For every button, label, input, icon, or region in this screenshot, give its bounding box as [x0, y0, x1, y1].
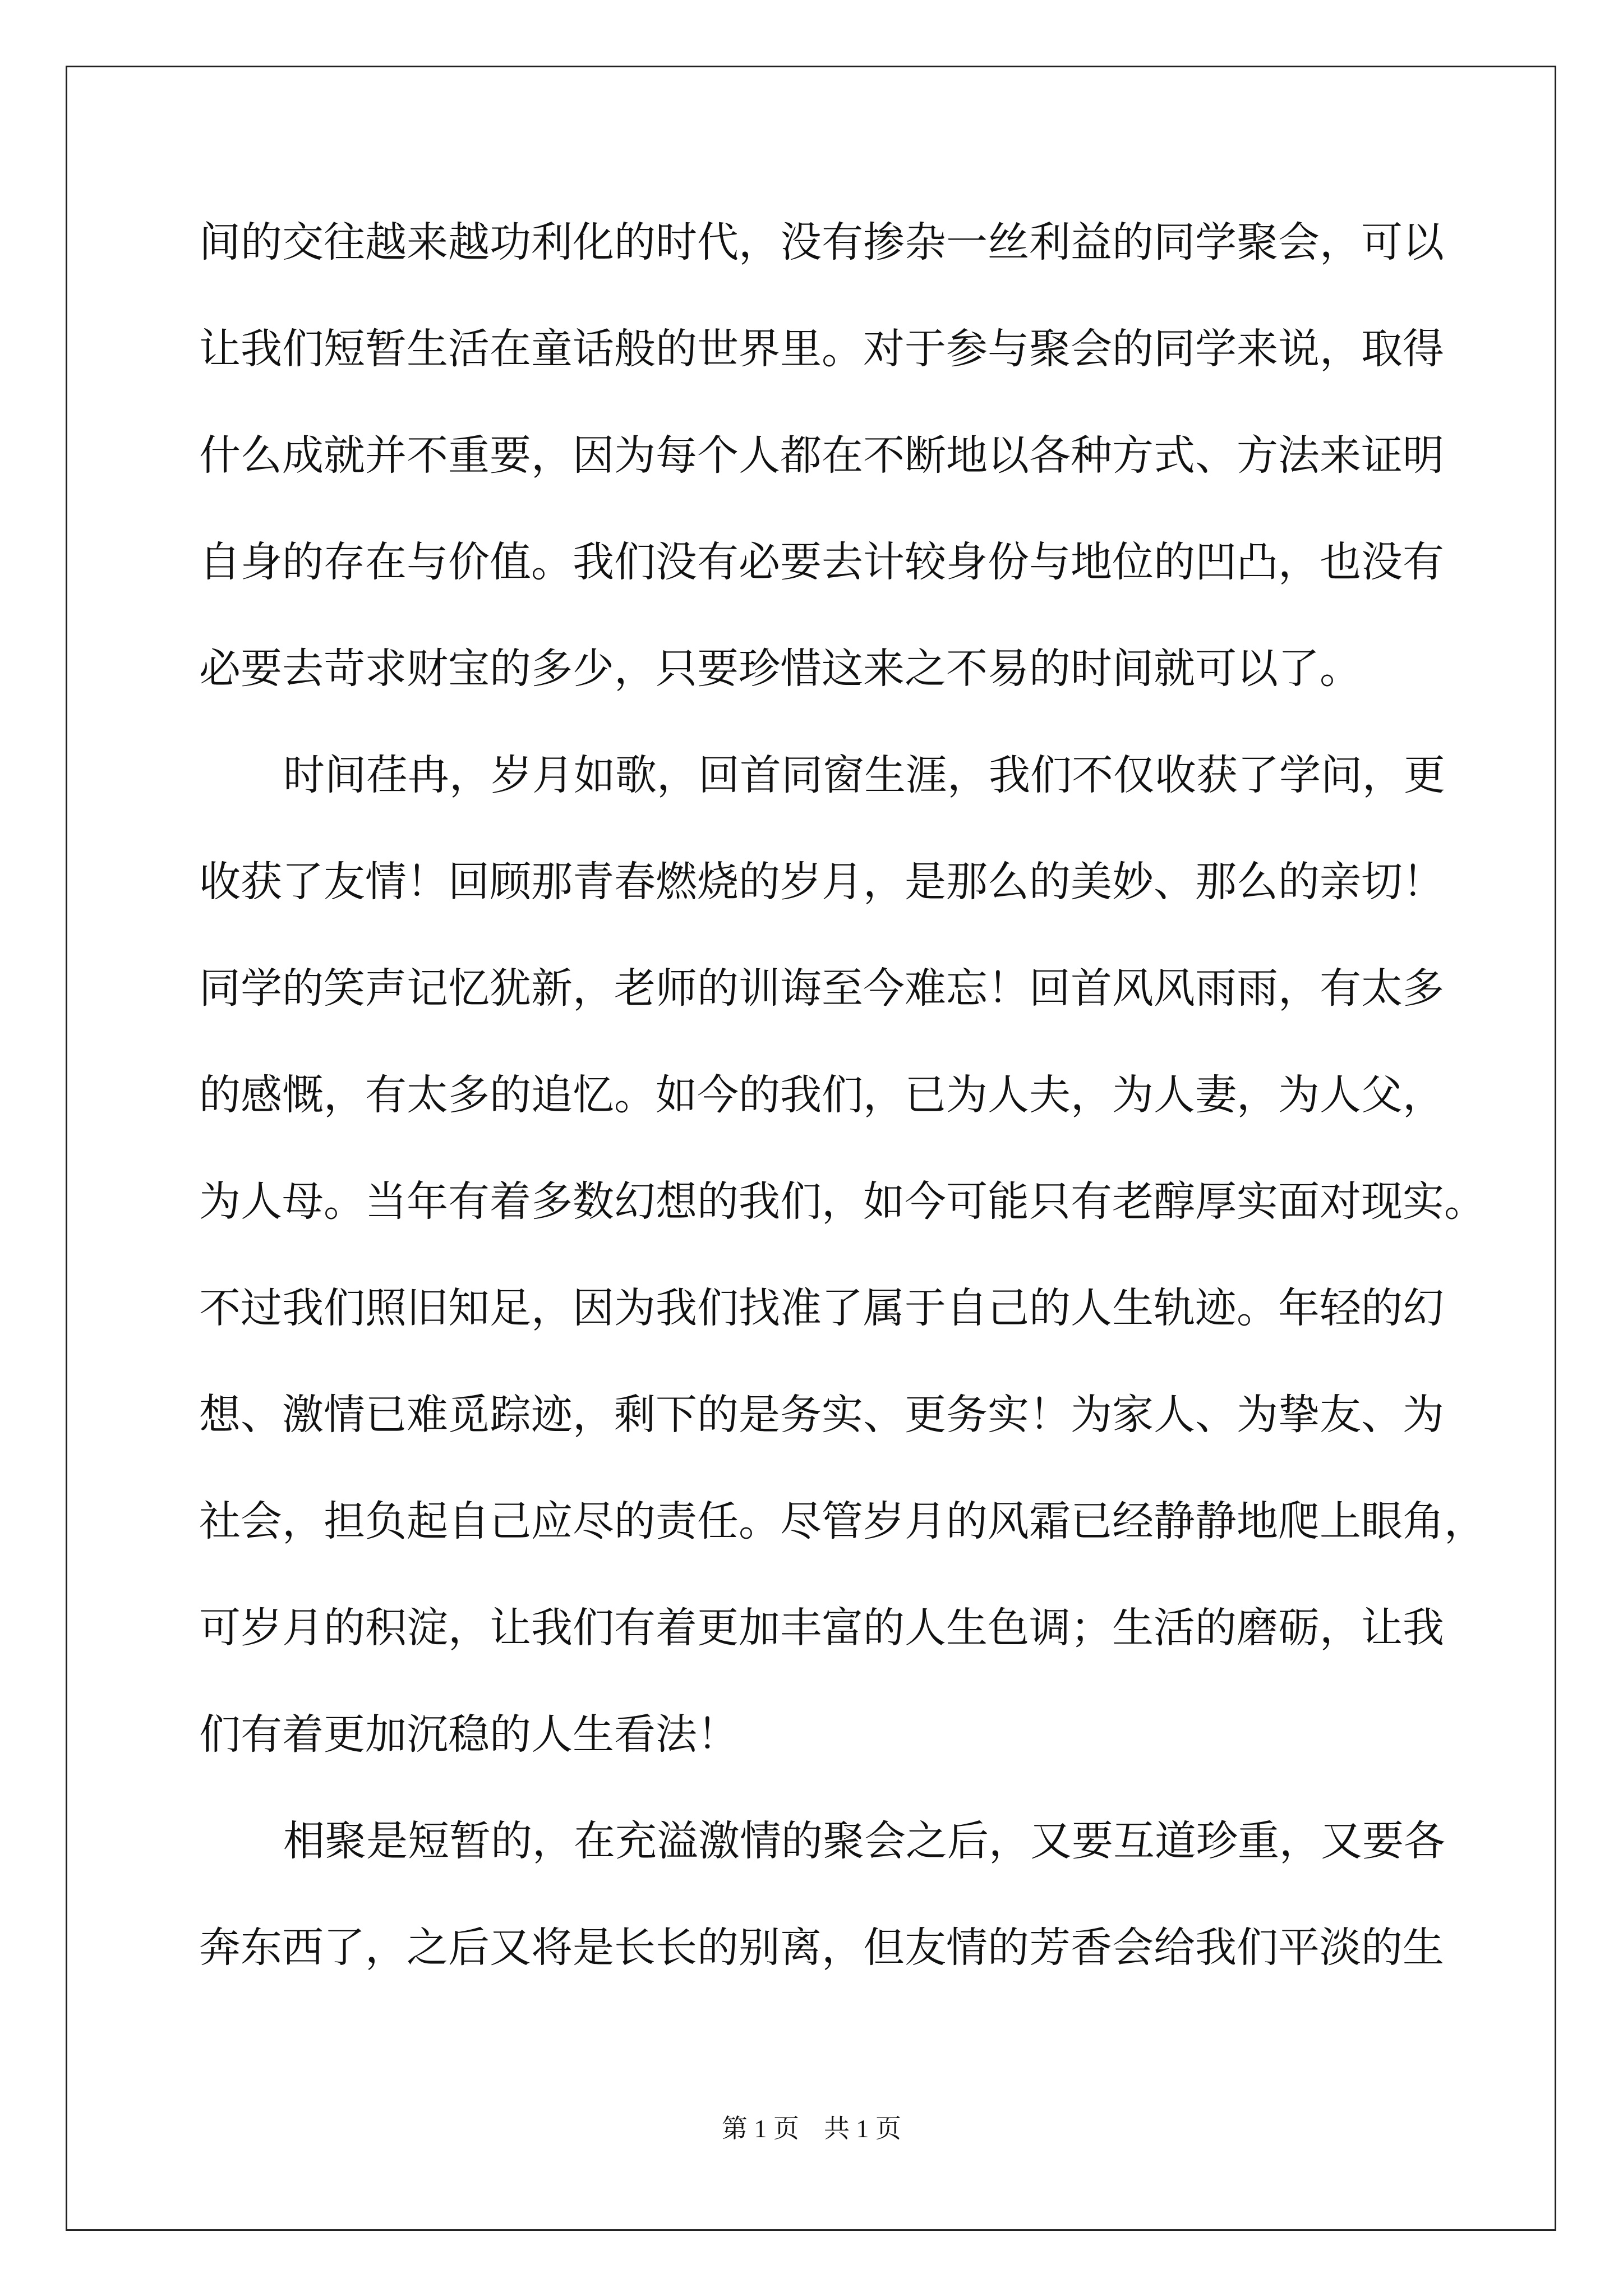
text-line: 的感慨，有太多的追忆。如今的我们，已为人夫，为人妻，为人父，	[199, 1071, 1444, 1119]
text-line: 想、激情已难觅踪迹，剩下的是务实、更务实！为家人、为挚友、为	[199, 1391, 1444, 1439]
text-line: 自身的存在与价值。我们没有必要去计较身份与地位的凹凸，也没有	[199, 538, 1444, 586]
text-line: 同学的笑声记忆犹新，老师的训诲至今难忘！回首风风雨雨，有太多	[199, 964, 1444, 1013]
text-line: 为人母。当年有着多数幻想的我们，如今可能只有老醇厚实面对现实。	[199, 1177, 1486, 1226]
page-number-total: 共 1 页	[824, 2114, 901, 2143]
page-border	[66, 66, 1556, 2231]
page-number-current: 第 1 页	[722, 2114, 799, 2143]
paragraph-first-line: 时间荏冉，岁月如歌，回首同窗生涯，我们不仅收获了学问，更	[283, 751, 1445, 799]
text-line: 收获了友情！回顾那青春燃烧的岁月，是那么的美妙、那么的亲切！	[199, 858, 1444, 906]
paragraph-first-line: 相聚是短暂的，在充溢激情的聚会之后，又要互道珍重，又要各	[283, 1817, 1445, 1865]
text-line: 社会，担负起自己应尽的责任。尽管岁月的风霜已经静静地爬上眼角，	[199, 1497, 1486, 1545]
page-footer	[0, 2108, 1623, 2145]
text-line: 让我们短暂生活在童话般的世界里。对于参与聚会的同学来说，取得	[199, 325, 1444, 373]
text-line: 必要去苛求财宝的多少，只要珍惜这来之不易的时间就可以了。	[199, 645, 1361, 693]
text-line: 们有着更加沉稳的人生看法！	[199, 1710, 739, 1759]
text-line: 不过我们照旧知足，因为我们找准了属于自己的人生轨迹。年轻的幻	[199, 1284, 1444, 1332]
text-line: 可岁月的积淀，让我们有着更加丰富的人生色调；生活的磨砺，让我	[199, 1604, 1444, 1652]
text-line: 奔东西了，之后又将是长长的别离，但友情的芳香会给我们平淡的生	[199, 1924, 1444, 1972]
text-line: 间的交往越来越功利化的时代，没有掺杂一丝利益的同学聚会，可以	[199, 218, 1444, 266]
text-line: 什么成就并不重要，因为每个人都在不断地以各种方式、方法来证明	[199, 431, 1444, 480]
